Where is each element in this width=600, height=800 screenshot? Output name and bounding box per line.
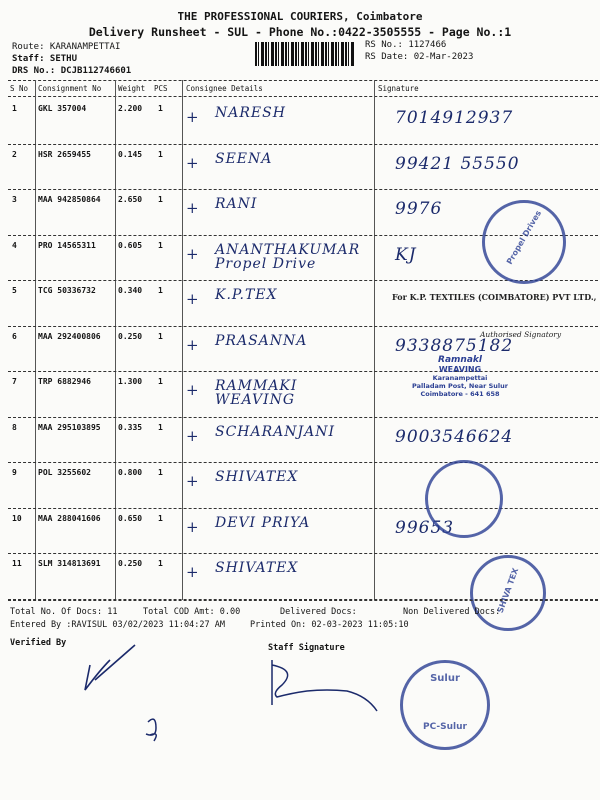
col-pcs: PCS bbox=[154, 84, 168, 93]
row-signature: 99653 bbox=[395, 517, 455, 538]
row-pcs: 1 bbox=[158, 149, 163, 159]
row-consignee: SHIVATEX bbox=[215, 560, 299, 576]
row-consignment: GKL 357004 bbox=[38, 104, 87, 113]
row-consignee: SEENA bbox=[215, 150, 273, 167]
row-consignment: MAA 295103895 bbox=[38, 422, 101, 432]
row-signature: 7014912937 bbox=[395, 108, 514, 128]
delivered-docs: Delivered Docs: bbox=[280, 607, 357, 617]
row-pcs: 1 bbox=[158, 422, 163, 432]
row-consignment: POL 3255602 bbox=[38, 468, 91, 477]
row-sno: 2 bbox=[12, 149, 17, 159]
weaving-stamp-line: Palladam Post, Near Sulur bbox=[412, 382, 508, 390]
col-signature: Signature bbox=[378, 84, 419, 93]
row-weight: 0.250 bbox=[118, 559, 143, 568]
tick-mark-icon: + bbox=[186, 472, 199, 490]
row-sno: 3 bbox=[12, 195, 17, 204]
row-sno: 5 bbox=[12, 286, 17, 295]
row-consignment: PRO 14565311 bbox=[38, 240, 96, 250]
tick-mark-icon: + bbox=[186, 335, 199, 354]
row-consignee: SCHARANJANI bbox=[215, 423, 336, 440]
tick-mark-icon: + bbox=[186, 244, 199, 263]
row-weight: 1.300 bbox=[118, 377, 143, 386]
col-sno: S No bbox=[10, 84, 29, 93]
row-consignee: PRASANNA bbox=[215, 332, 308, 349]
pc-sulur-top: Sulur bbox=[430, 673, 460, 684]
row-sno: 1 bbox=[12, 104, 17, 113]
staff: Staff: SETHU bbox=[12, 54, 78, 64]
rs-number: RS No.: 1127466 bbox=[365, 40, 447, 50]
shiva-tex-text: SHIVA TEX bbox=[495, 566, 521, 615]
row-consignee: K.P.TEX bbox=[215, 287, 278, 303]
weaving-stamp-line: Karanampettai bbox=[432, 374, 488, 382]
pc-sulur-bottom: PC-Sulur bbox=[423, 722, 467, 732]
row-weight: 0.250 bbox=[118, 331, 143, 341]
row-consignee: RANI bbox=[215, 196, 258, 212]
row-weight: 0.340 bbox=[118, 286, 143, 295]
row-pcs: 1 bbox=[158, 104, 163, 113]
row-pcs: 1 bbox=[158, 468, 163, 477]
row-pcs: 1 bbox=[158, 377, 163, 386]
propel-stamp-text: Propel Drives bbox=[504, 208, 544, 267]
row-sno: 11 bbox=[12, 559, 22, 568]
total-docs: Total No. Of Docs: 11 bbox=[10, 607, 118, 617]
row-pcs: 1 bbox=[158, 559, 163, 568]
row-pcs: 1 bbox=[158, 195, 163, 204]
kp-stamp-sub: Authorised Signatory bbox=[480, 330, 562, 339]
row-consignment: MAA 288041606 bbox=[38, 513, 101, 523]
row-consignee: NARESH bbox=[215, 105, 286, 121]
tick-mark-icon: + bbox=[186, 426, 199, 445]
row-consignment: MAA 292400806 bbox=[38, 331, 101, 341]
verified-by: Verified By bbox=[10, 638, 67, 648]
tick-mark-icon: + bbox=[186, 517, 199, 536]
row-signature: 9338875182 bbox=[395, 335, 514, 356]
runsheet-title: Delivery Runsheet - SUL - Phone No.:0422-3505555 - Page No.:1 bbox=[88, 25, 512, 39]
row-pcs: 1 bbox=[158, 240, 163, 250]
entered-by: Entered By :RAVISUL 03/02/2023 11:04:27 AM bbox=[10, 620, 225, 630]
row-consignee: DEVI PRIYA bbox=[215, 514, 311, 531]
weaving-stamp-line: Ramnakl bbox=[438, 355, 482, 365]
row-signature: KJ bbox=[395, 244, 417, 265]
row-weight: 2.200 bbox=[118, 104, 143, 113]
weaving-stamp-line: WEAVING bbox=[438, 365, 482, 374]
row-consignment: HSR 2659455 bbox=[38, 149, 91, 159]
row-weight: 2.650 bbox=[118, 195, 143, 204]
row-signature: 9976 bbox=[395, 199, 443, 219]
rs-date: RS Date: 02-Mar-2023 bbox=[365, 52, 474, 62]
tick-mark-icon: + bbox=[186, 290, 199, 308]
weaving-stamp-line: Coimbatore - 641 658 bbox=[420, 390, 500, 398]
non-delivered-docs: Non Delivered Docs: bbox=[403, 607, 501, 617]
route: Route: KARANAMPETTAI bbox=[12, 42, 121, 52]
col-consignment: Consignment No bbox=[38, 84, 102, 93]
row-consignment: MAA 942850864 bbox=[38, 195, 101, 204]
row-pcs: 1 bbox=[158, 513, 163, 523]
row-sno: 8 bbox=[12, 422, 17, 432]
kp-stamp: For K.P. TEXTILES (COIMBATORE) PVT LTD., bbox=[392, 292, 597, 302]
tick-mark-icon: + bbox=[186, 153, 199, 172]
row-sno: 4 bbox=[12, 240, 17, 250]
row-consignee: ANANTHAKUMAR Propel Drive bbox=[215, 241, 361, 272]
row-signature: 9003546624 bbox=[395, 426, 514, 447]
row-signature: 99421 55550 bbox=[395, 153, 520, 174]
tick-mark-icon: + bbox=[186, 199, 199, 217]
row-consignment: TCG 50336732 bbox=[38, 286, 96, 295]
tick-mark-icon: + bbox=[186, 563, 199, 581]
row-sno: 7 bbox=[12, 377, 17, 386]
row-pcs: 1 bbox=[158, 331, 163, 341]
row-consignment: TRP 6882946 bbox=[38, 377, 91, 386]
row-weight: 0.800 bbox=[118, 468, 143, 477]
drs-number: DRS No.: DCJB112746601 bbox=[12, 66, 132, 76]
row-weight: 0.605 bbox=[118, 240, 143, 250]
row-pcs: 1 bbox=[158, 286, 163, 295]
col-weight: Weight bbox=[118, 84, 146, 93]
row-weight: 0.650 bbox=[118, 513, 143, 523]
printed-on: Printed On: 02-03-2023 11:05:10 bbox=[250, 620, 409, 630]
row-weight: 0.145 bbox=[118, 149, 143, 159]
row-sno: 6 bbox=[12, 331, 17, 341]
row-consignee: RAMMAKI WEAVING bbox=[215, 378, 298, 408]
tick-mark-icon: + bbox=[186, 381, 199, 399]
col-consignee: Consignee Details bbox=[186, 84, 263, 93]
tick-mark-icon: + bbox=[186, 108, 199, 126]
row-weight: 0.335 bbox=[118, 422, 143, 432]
row-sno: 10 bbox=[12, 513, 22, 523]
row-sno: 9 bbox=[12, 468, 17, 477]
staff-signature-label: Staff Signature bbox=[268, 643, 345, 653]
company-name: THE PROFESSIONAL COURIERS, Coimbatore bbox=[177, 10, 423, 23]
total-cod: Total COD Amt: 0.00 bbox=[143, 607, 241, 617]
row-consignee: SHIVATEX bbox=[215, 469, 299, 485]
row-consignment: SLM 314813691 bbox=[38, 559, 101, 568]
